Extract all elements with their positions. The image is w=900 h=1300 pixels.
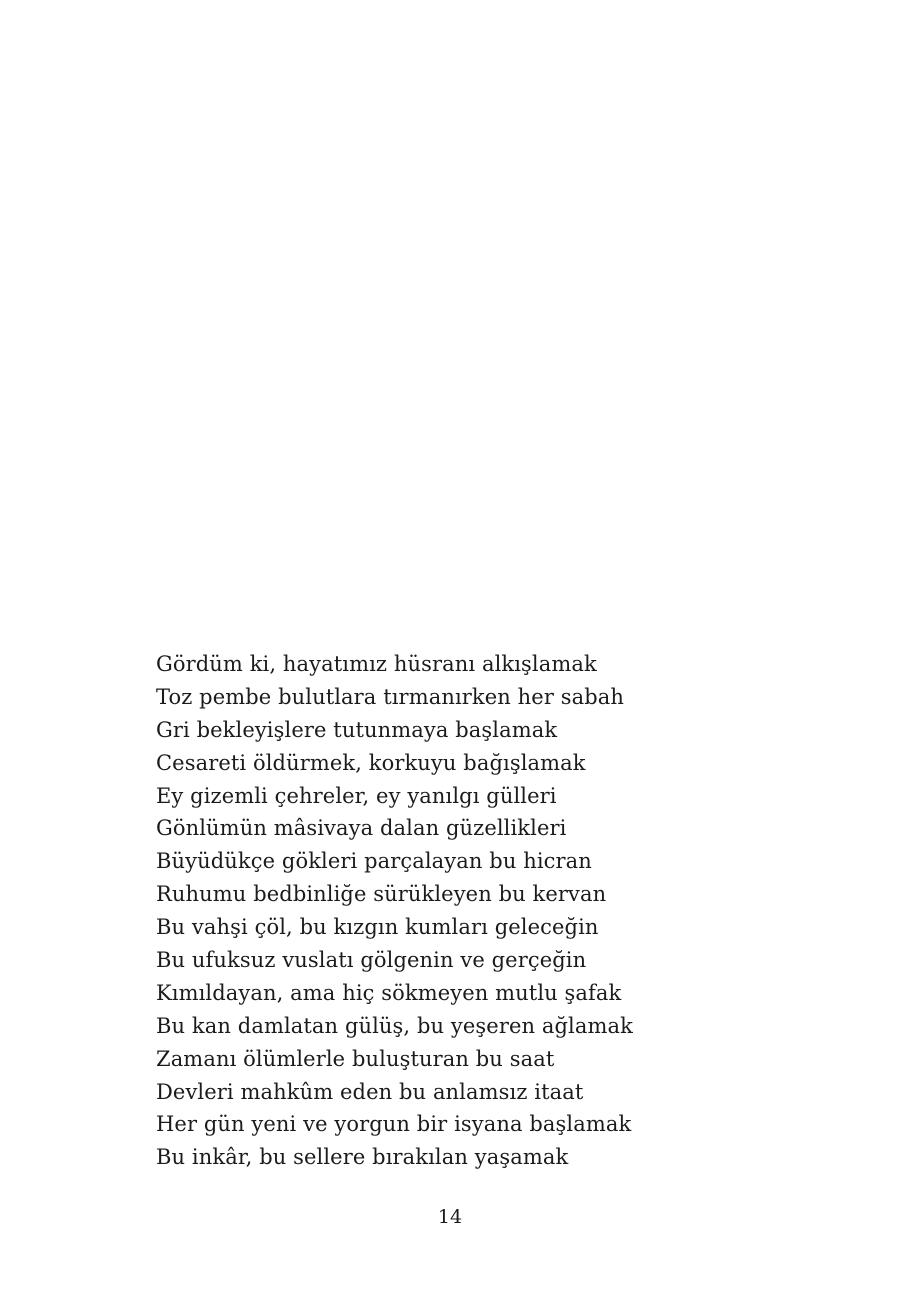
page-number: 14 [437, 1206, 463, 1228]
poem-line: Toz pembe bulutlara tırmanırken her sabah [156, 684, 625, 709]
poem-line: Ey gizemli çehreler, ey yanılgı gülleri [156, 783, 557, 808]
poem-line: Gördüm ki, hayatımız hüsranı alkışlamak [156, 652, 597, 676]
poem-line: Gri bekleyişlere tutunmaya başlamak [156, 717, 558, 742]
poem-line: Bu kan damlatan gülüş, bu yeşeren ağlamak [156, 1013, 633, 1038]
poem-line: Zamanı ölümlerle buluşturan bu saat [156, 1046, 555, 1071]
poem-line: Bu inkâr, bu sellere bırakılan yaşamak [156, 1145, 569, 1170]
poem-line: Ruhumu bedbinliğe sürükleyen bu kervan [156, 882, 607, 907]
poem-line: Bu vahşi çöl, bu kızgın kumları geleceğin [156, 915, 599, 940]
poem-line: Her gün yeni ve yorgun bir isyana başlamak [156, 1112, 632, 1137]
poem-line: Büyüdükçe gökleri parçalayan bu hicran [156, 849, 592, 874]
poem-line: Kımıldayan, ama hiç sökmeyen mutlu şafak [156, 980, 622, 1005]
poem-line: Devleri mahkûm eden bu anlamsız itaat [156, 1079, 584, 1104]
poem-line: Bu ufuksuz vuslatı gölgenin ve gerçeğin [156, 948, 587, 973]
poem-stanza [156, 648, 633, 1174]
poem-line: Cesareti öldürmek, korkuyu bağışlamak [156, 750, 586, 775]
poem-line: Gönlümün mâsivaya dalan güzellikleri [156, 816, 567, 841]
